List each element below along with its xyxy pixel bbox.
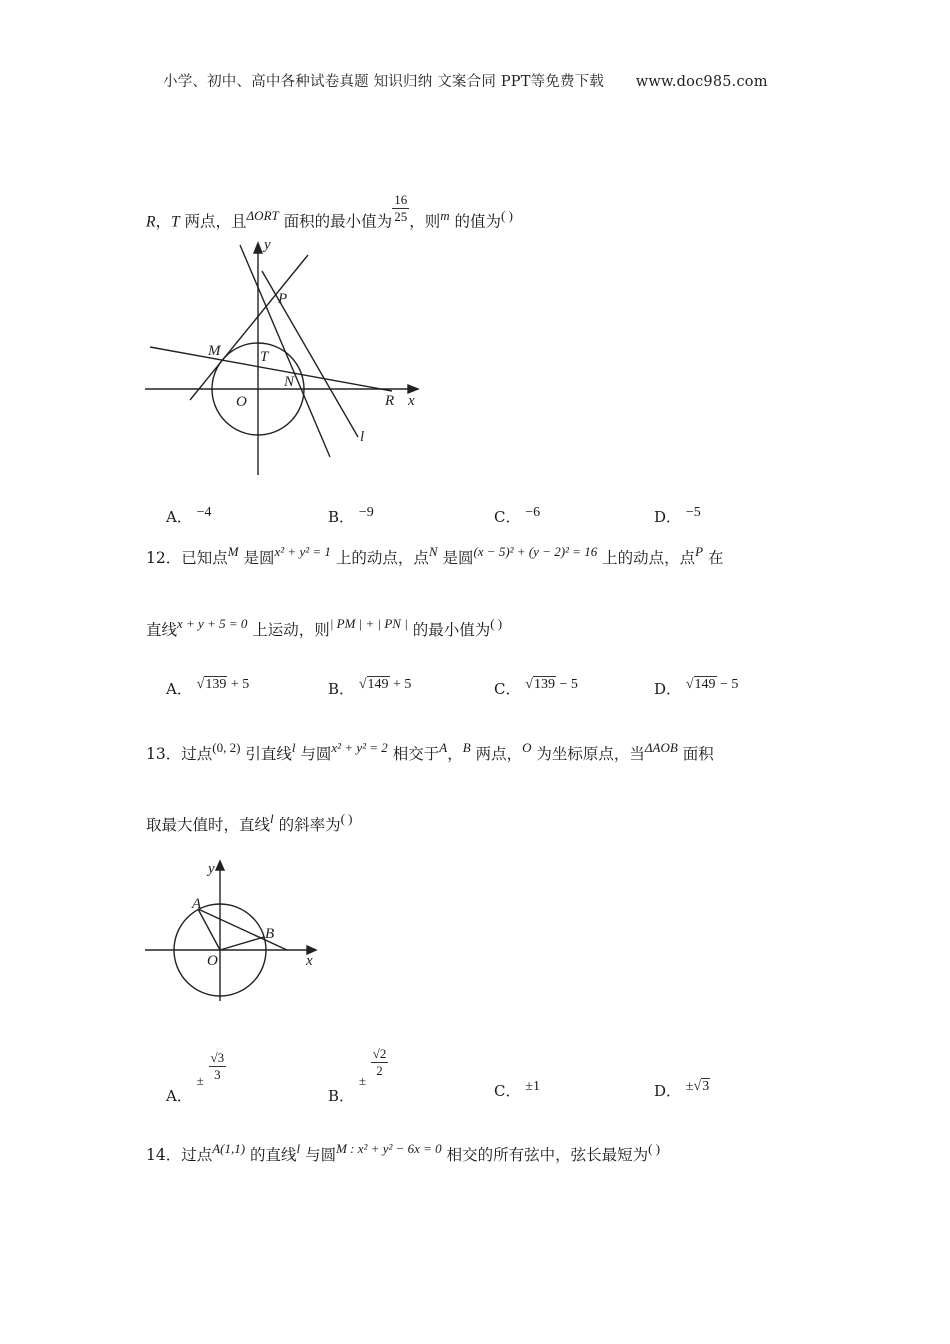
line-l — [262, 271, 358, 437]
fig-label-l: l — [360, 429, 365, 445]
fig-label-x: x — [408, 393, 415, 409]
fig-label-y: y — [264, 237, 271, 253]
fig-label-o: O — [207, 953, 218, 969]
q12-option-b[interactable]: B． √149 + 5 — [328, 677, 412, 698]
fig-label-a: A — [192, 896, 202, 912]
fig-label-b: B — [265, 926, 275, 942]
q11-option-b[interactable]: B． −9 — [328, 505, 374, 526]
fig-label-p: P — [278, 291, 288, 307]
q11-option-d[interactable]: D． −5 — [654, 505, 701, 526]
q14-stem: 14．过点$^{A(1,1)}$ 的直线$^l$ 与圆$^{M : x^2 + y^2 - 6x = 0}$ 相交的所有弦中，弦长最短为( ) — [146, 1141, 661, 1164]
q13-figure — [140, 855, 330, 1005]
q12-stem-line1: 12．已知点$^M$ 是圆$^{x^2 + y^2 = 1}$ 上的动点，点$^N$ 是圆$^{(x - 5)^2 + (y - 2)^2 = 16}$ 上的动点，点$^P$ 在 — [146, 544, 724, 567]
tangent-line-pn — [240, 245, 330, 457]
fig-label-y: y — [208, 861, 215, 877]
q11-option-a[interactable]: A． −4 — [166, 505, 212, 526]
fig-label-n: N — [284, 374, 295, 390]
q11-stem: R，T 两点，且$^{\Delta ORT}$ 面积的最小值为 $\frac{16}{25}$ ，则$^m$ 的值为( ) — [146, 192, 513, 231]
y-axis-arrow — [254, 243, 262, 253]
q13-option-a[interactable]: A． ± $\frac{√3}{3}$ — [166, 1050, 225, 1105]
fig-label-o: O — [236, 394, 247, 410]
fig-label-m: M — [208, 343, 221, 359]
q13-option-d[interactable]: D． ±√3 — [654, 1079, 710, 1100]
header-text: 小学、初中、高中各种试卷真题 知识归纳 文案合同 PPT等免费下载 — [163, 74, 605, 90]
line-mnr — [150, 347, 392, 391]
x-axis-arrow — [408, 385, 418, 393]
fig-label-r: R — [385, 393, 395, 409]
q12-option-c[interactable]: C． √139 − 5 — [494, 677, 578, 698]
q13-stem-line2: 取最大值时，直线$^l$ 的斜率为( ) — [146, 811, 353, 834]
segment-ob — [220, 937, 264, 950]
q13-stem-line1: 13．过点$^{(0, 2)}$ 引直线$^l$ 与圆$^{x^2 + y^2 = 2}$ 相交于$^A$，$^B$ 两点，$^O$ 为坐标原点，当$^{\Delta AOB}$ 面积 — [146, 740, 714, 763]
header-site-link[interactable]: www.doc985.com — [635, 74, 768, 90]
q12-stem-line2: 直线$^{x + y + 5 = 0}$ 上运动，则$^{| PM | + | PN |}$ 的最小值为( ) — [146, 616, 503, 639]
y-axis-arrow — [216, 861, 224, 870]
q11-option-c[interactable]: C． −6 — [494, 505, 541, 526]
segment-oa — [198, 909, 220, 950]
q13-option-c[interactable]: C． ±1 — [494, 1079, 540, 1100]
q12-option-a[interactable]: A． √139 + 5 — [166, 677, 250, 698]
q11-fraction: $\frac{16}{25}$ — [394, 192, 408, 224]
q13-option-b[interactable]: B． ± $\frac{√2}{2}$ — [328, 1046, 387, 1105]
fig-label-x: x — [306, 953, 313, 969]
q12-option-d[interactable]: D． √149 − 5 — [654, 677, 739, 698]
q11-figure — [140, 235, 440, 480]
fig-label-t: T — [260, 349, 269, 365]
header-banner — [163, 70, 768, 91]
